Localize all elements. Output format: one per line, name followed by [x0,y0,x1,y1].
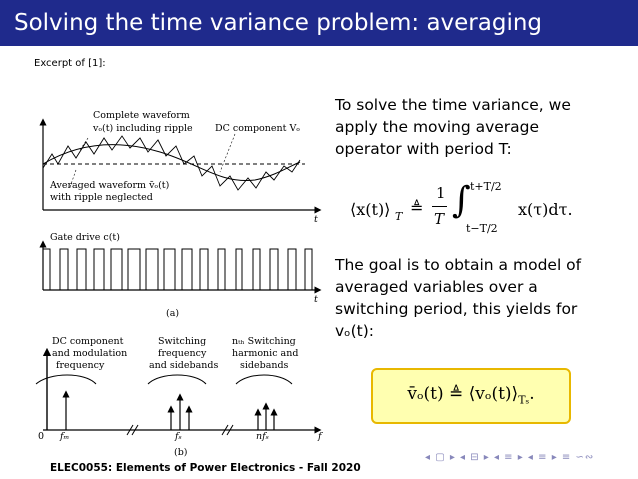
eq2-sub: Tₛ [518,393,530,407]
label-ripple-neglected: with ripple neglected [50,192,153,203]
average-definition [373,384,569,406]
label-vo-ripple: vₒ(t) including ripple [93,123,193,134]
label-complete-waveform: Complete waveform [93,110,190,121]
eq1-integral: ∫ [452,180,471,221]
book-figure [0,72,335,462]
label-averaged-waveform: Averaged waveform v̄ₒ(t) [50,180,170,191]
label-dc-mod-2: and modulation [52,348,128,359]
label-b: (b) [174,447,188,458]
label-sw-3: and sidebands [149,360,219,371]
label-nth-2: harmonic and [232,348,299,359]
eq2-main: v̄ₒ(t) ≜ ⟨vₒ(t)⟩ [407,384,519,404]
label-nth-1: nₜₕ Switching [232,336,296,347]
intro-line-2: apply the moving average [335,118,540,136]
eq1-upper: t+T/2 [470,180,502,193]
excerpt-label: Excerpt of [1]: [34,58,106,69]
goal-line-2: averaged variables over a [335,278,538,296]
label-sw-1: Switching [158,336,207,347]
eq1-def: ≜ [410,198,424,217]
slide-title: Solving the time variance problem: averaging [14,10,543,36]
label-sw-2: frequency [158,348,207,359]
goal-line-3: switching period, this yields for [335,300,578,318]
eq1-lhs: ⟨x(t)⟩ [350,200,391,219]
eq1-lhs-sub: T [395,210,403,223]
eq1-rhs: x(τ)dτ. [518,200,573,219]
intro-line-1: To solve the time variance, we [335,96,571,114]
label-a: (a) [166,308,180,319]
label-nfs: nfₛ [256,431,269,442]
average-definition-box [371,368,571,424]
label-t-axis-2: t [314,294,318,305]
gate-drive-signal [43,249,312,290]
eq1-num: 1 [436,184,446,202]
label-dc-mod-3: frequency [56,360,105,371]
paragraph-goal [335,254,581,342]
label-dc-mod-1: DC component [52,336,124,347]
moving-average-equation [350,182,600,238]
footer-course: ELEC0055: Elements of Power Electronics - Fall 2020 [50,462,361,474]
eq2-end: . [529,384,535,404]
beamer-navigation[interactable]: ◂ ▢ ▸ ◂ ⊟ ▸ ◂ ≡ ▸ ◂ ≡ ▸ ≡ ∽∾ [425,452,595,463]
eq1-lower: t−T/2 [466,222,498,235]
paragraph-intro [335,94,571,160]
label-gate-drive: Gate drive c(t) [50,232,120,243]
label-dc-component: DC component Vₒ [215,123,300,134]
label-fm: fₘ [60,431,70,442]
label-zero: 0 [38,431,45,442]
title-bar [0,0,638,46]
goal-line-4: vₒ(t): [335,322,374,340]
eq1-den: T [434,210,445,228]
label-t-axis-1: t [314,214,318,225]
label-nth-3: sidebands [240,360,289,371]
intro-line-3: operator with period T: [335,140,512,158]
label-f: f [318,431,322,442]
label-fs: fₛ [175,431,182,442]
goal-line-1: The goal is to obtain a model of [335,256,582,274]
